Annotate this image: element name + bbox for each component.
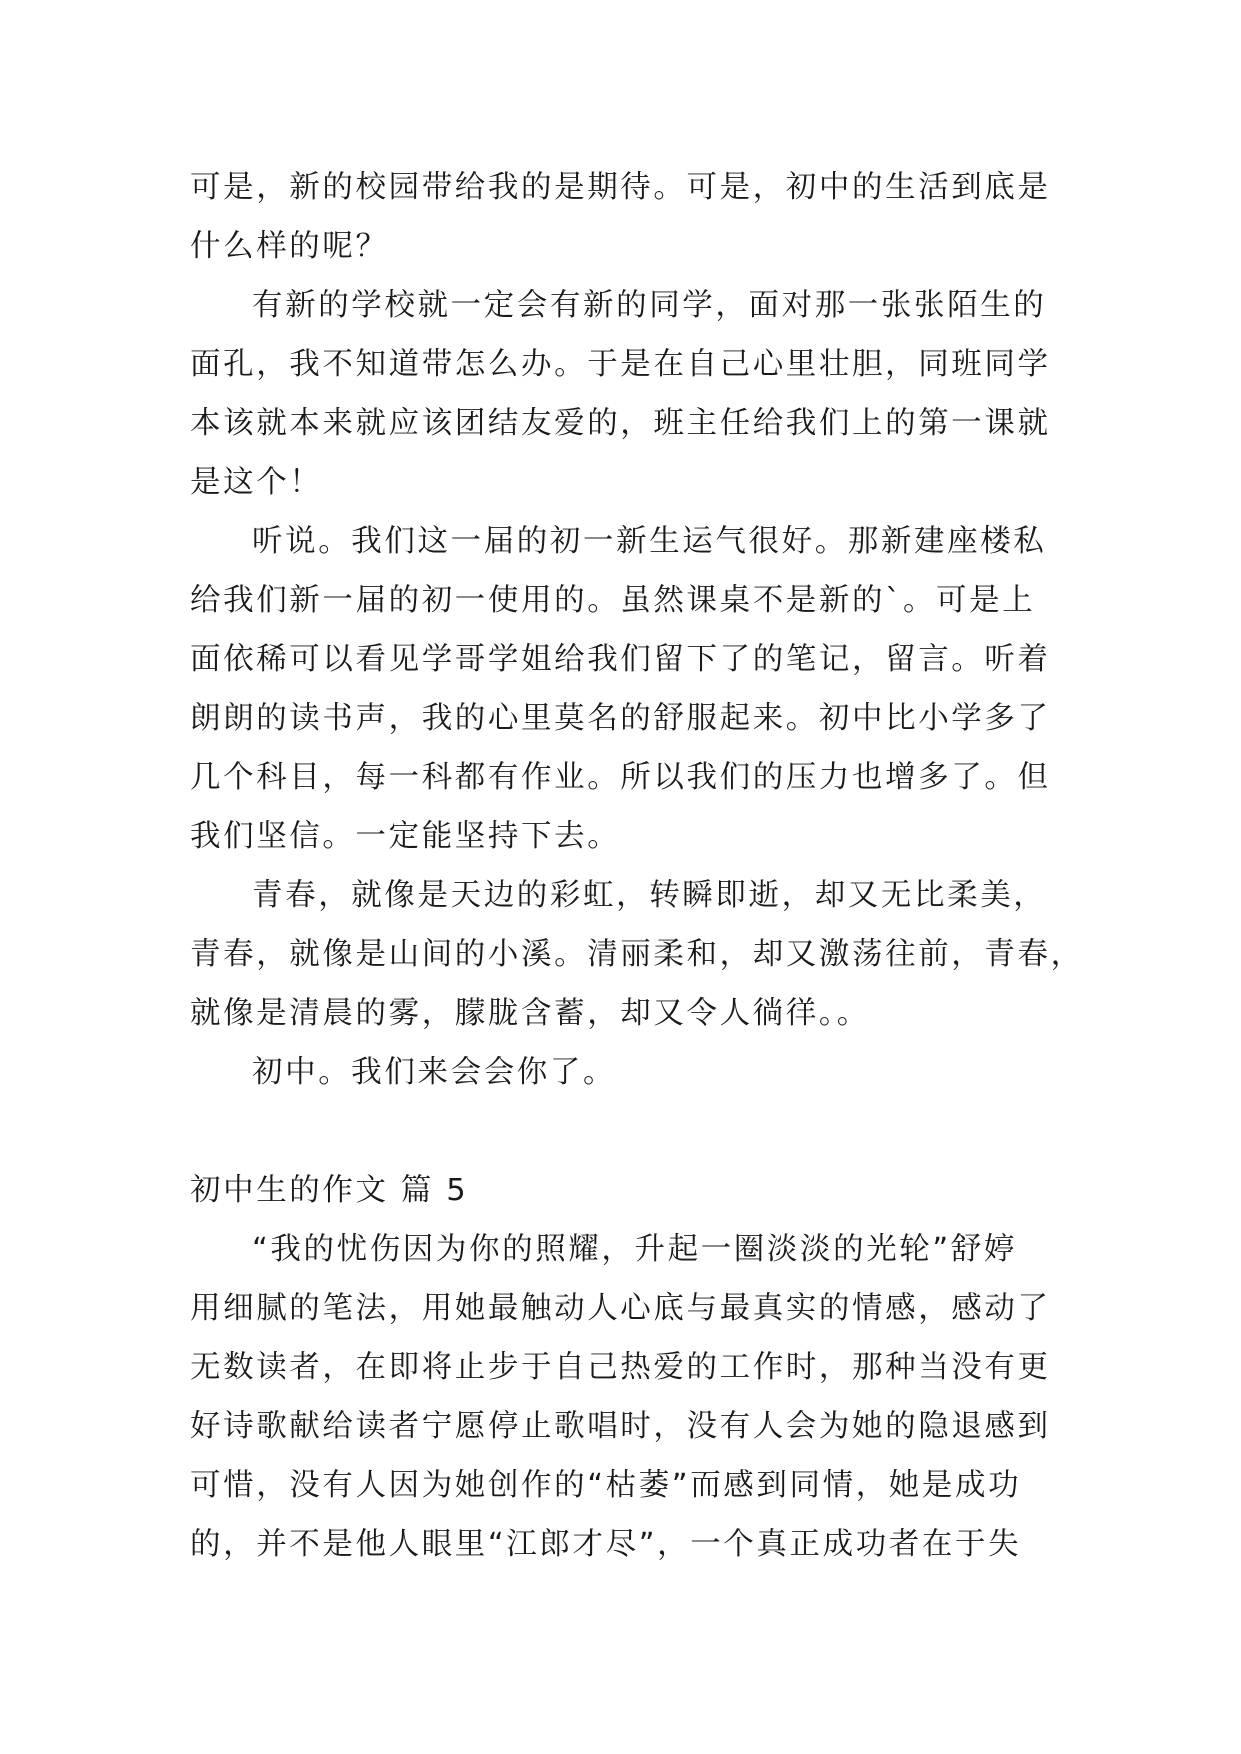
text-line: 用细腻的笔法，用她最触动人心底与最真实的情感，感动了	[190, 1291, 1051, 1326]
text-line: 几个科目，每一科都有作业。所以我们的压力也增多了。但	[190, 760, 1051, 795]
text-line: 听说。我们这一届的初一新生运气很好。那新建座楼私	[252, 524, 1047, 559]
text-line: 可是，新的校园带给我的是期待。可是，初中的生活到底是	[190, 170, 1051, 205]
text-line: 好诗歌献给读者宁愿停止歌唱时，没有人会为她的隐退感到	[190, 1409, 1051, 1444]
text-line: “我的忧伤因为你的照耀，升起一圈淡淡的光轮”舒婷	[252, 1232, 1018, 1267]
text-line: 面依稀可以看见学哥学姐给我们留下了的笔记，留言。听着	[190, 642, 1051, 677]
text-line: 可惜，没有人因为她创作的“枯萎”而感到同情，她是成功	[190, 1468, 1022, 1503]
text-line: 的，并不是他人眼里“江郎才尽”，一个真正成功者在于失	[190, 1527, 1022, 1562]
text-line: 什么样的呢？	[190, 229, 389, 264]
text-line: 面孔，我不知道带怎么办。于是在自己心里壮胆，同班同学	[190, 347, 1051, 382]
text-line: 有新的学校就一定会有新的同学，面对那一张张陌生的	[252, 288, 1047, 323]
text-line: 朗朗的读书声，我的心里莫名的舒服起来。初中比小学多了	[190, 701, 1051, 736]
text-line: 无数读者，在即将止步于自己热爱的工作时，那种当没有更	[190, 1350, 1051, 1385]
section-heading: 初中生的作文 篇 5	[190, 1173, 469, 1208]
text-line: 本该就本来就应该团结友爱的，班主任给我们上的第一课就	[190, 406, 1051, 441]
text-line: 青春，就像是山间的小溪。清丽柔和，却又激荡往前，青春，	[190, 937, 1084, 972]
text-line: 就像是清晨的雾，朦胧含蓄，却又令人徜徉。。	[190, 996, 870, 1031]
text-line: 青春，就像是天边的彩虹，转瞬即逝，却又无比柔美，	[252, 878, 1047, 913]
text-line: 初中。我们来会会你了。	[252, 1055, 617, 1090]
text-line: 是这个！	[190, 465, 323, 500]
section-spacer	[190, 1102, 1060, 1161]
text-line: 给我们新一届的初一使用的。虽然课桌不是新的`。可是上	[190, 583, 1036, 618]
text-line: 我们坚信。一定能坚持下去。	[190, 819, 621, 854]
document-body	[190, 158, 1084, 1574]
